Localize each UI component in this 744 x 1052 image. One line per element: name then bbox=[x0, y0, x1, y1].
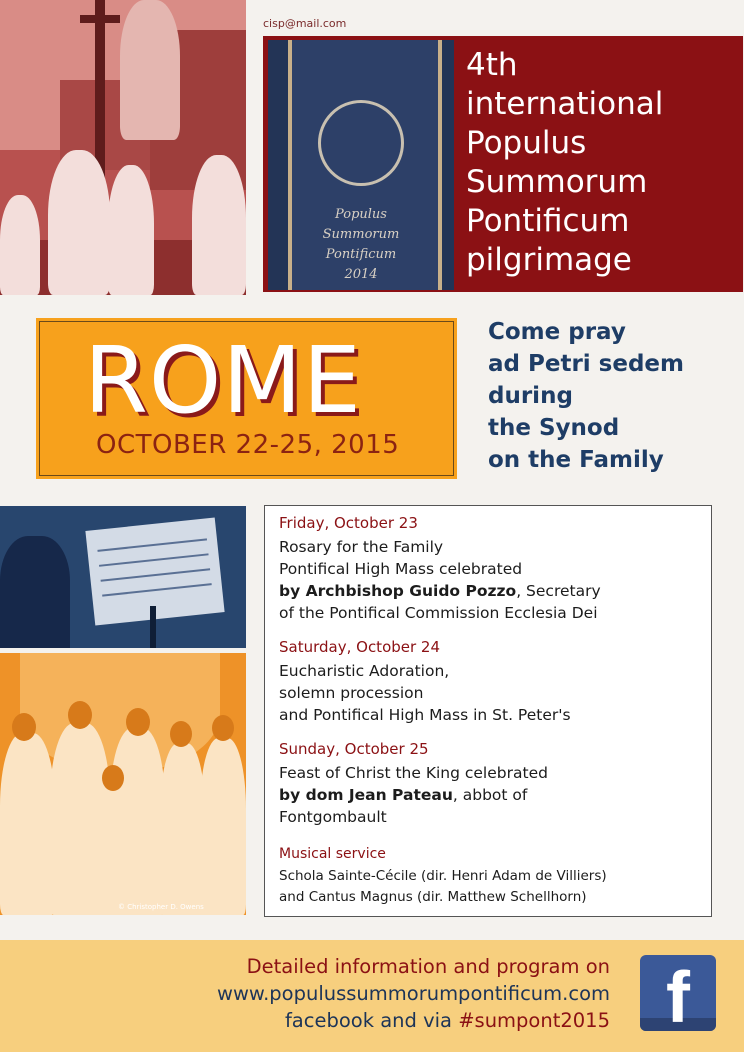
friday-line-3: by Archbishop Guido Pozzo, Secretary bbox=[279, 582, 601, 600]
sunday-line-3: Fontgombault bbox=[279, 808, 387, 826]
event-dates: OCTOBER 22-25, 2015 bbox=[96, 430, 400, 460]
footer-line-3: facebook and via #sumpont2015 bbox=[284, 1009, 610, 1032]
music-heading: Musical service bbox=[279, 846, 386, 862]
tagline: Come pray ad Petri sedem during the Synod on the Family bbox=[488, 319, 684, 473]
saturday-line-3: and Pontifical High Mass in St. Peter's bbox=[279, 706, 571, 724]
music-line-2: and Cantus Magnus (dir. Matthew Schellhorn) bbox=[279, 889, 587, 905]
footer-info bbox=[130, 953, 610, 1034]
sunday-line-1: Feast of Christ the King celebrated bbox=[279, 764, 548, 782]
schedule-box bbox=[264, 505, 712, 917]
photo-credit: © Christopher D. Owens bbox=[118, 903, 204, 911]
banner-text: Populus Summorum Pontificum 2014 bbox=[322, 207, 400, 282]
photo-music-score bbox=[0, 506, 246, 648]
photo-procession-crucifix bbox=[0, 0, 246, 295]
friday-line-4: of the Pontifical Commission Ecclesia Dei bbox=[279, 604, 598, 622]
footer-line-1: Detailed information and program on bbox=[246, 955, 610, 978]
saturday-line-2: solemn procession bbox=[279, 684, 424, 702]
page-title: 4th international Populus Summorum Pontificum pilgrimage bbox=[466, 47, 664, 278]
emblem-icon bbox=[318, 100, 404, 186]
city-name: ROME bbox=[84, 327, 362, 434]
website-link[interactable]: www.populussummorumpontificum.com bbox=[217, 982, 610, 1005]
photo-banner bbox=[268, 40, 454, 290]
saturday-line-1: Eucharistic Adoration, bbox=[279, 662, 450, 680]
saturday-heading: Saturday, October 24 bbox=[279, 638, 441, 656]
music-line-1: Schola Sainte-Cécile (dir. Henri Adam de Villiers) bbox=[279, 868, 607, 884]
facebook-icon-glyph: f bbox=[666, 958, 690, 1038]
sunday-line-2: by dom Jean Pateau, abbot of bbox=[279, 786, 528, 804]
hashtag-link[interactable]: #sumpont2015 bbox=[458, 1009, 610, 1032]
friday-heading: Friday, October 23 bbox=[279, 514, 418, 532]
photo-choir bbox=[0, 653, 246, 915]
sunday-heading: Sunday, October 25 bbox=[279, 740, 429, 758]
friday-line-1: Rosary for the Family bbox=[279, 538, 444, 556]
friday-line-2: Pontifical High Mass celebrated bbox=[279, 560, 523, 578]
contact-email[interactable]: cisp@mail.com bbox=[263, 17, 347, 30]
